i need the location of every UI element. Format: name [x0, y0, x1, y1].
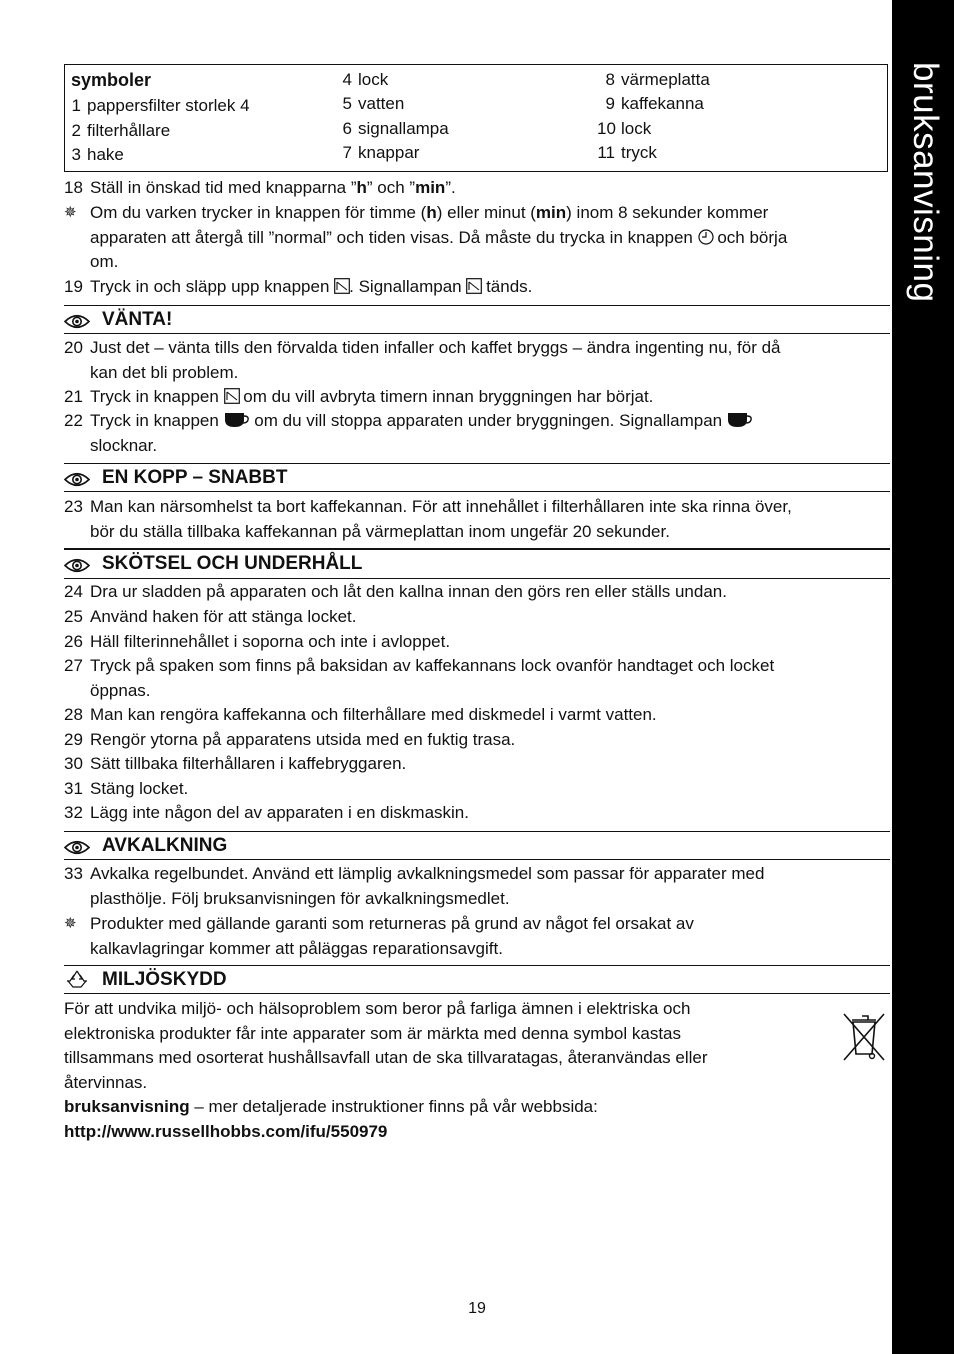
- symbol-item: 1 pappersfilter storlek 4: [71, 96, 250, 115]
- step-29: 29 Rengör ytorna på apparatens utsida med en fuktig trasa.: [64, 730, 516, 749]
- eye-icon: [64, 311, 90, 328]
- cup-button-icon: [224, 411, 250, 427]
- eye-icon: [64, 469, 90, 486]
- symbol-item: 3 hake: [71, 145, 124, 164]
- step-19: 19 Tryck in och släpp upp knappen . Signallampan tänds.: [64, 277, 533, 296]
- step-24: 24 Dra ur sladden på apparaten och låt den kallna innan den görs ren eller ställs undan.: [64, 582, 727, 601]
- crossed-bin-icon: [838, 1010, 890, 1064]
- step-21: 21 Tryck in knappen om du vill avbryta timern innan bryggningen har börjat.: [64, 387, 654, 406]
- website-link[interactable]: http://www.russellhobbs.com/ifu/550979: [64, 1121, 388, 1141]
- eye-icon: [64, 837, 90, 854]
- step-30: 30 Sätt tillbaka filterhållaren i kaffebryggaren.: [64, 754, 407, 773]
- section-header-environment: MILJÖSKYDD: [64, 965, 890, 994]
- step-18: 18 Ställ in önskad tid med knapparna ”h” och ”min”.: [64, 178, 456, 197]
- step-25: 25 Använd haken för att stänga locket.: [64, 607, 357, 626]
- symbol-item: 7 knappar: [342, 143, 420, 162]
- section-header-wait: VÄNTA!: [64, 305, 890, 334]
- symbols-table: [64, 64, 888, 172]
- symbol-item: 4 lock: [342, 70, 389, 89]
- step-20: 20 Just det – vänta tills den förvalda tiden infaller och kaffet bryggs – ändra ingenting nu, för då kan det bli problem.: [64, 338, 781, 382]
- timer-button-icon: [224, 387, 239, 403]
- symbol-item: 2 filterhållare: [71, 121, 171, 140]
- step-22: 22 Tryck in knappen om du vill stoppa apparaten under bryggningen. Signallampan slocknar.: [64, 409, 892, 458]
- step-33: 33 Avkalka regelbundet. Använd ett lämplig avkalkningsmedel som passar för apparater med plasthölje. Följ bruksanvisningen för avkalkningsmedlet.: [64, 864, 765, 908]
- sun-star-icon: ✵: [64, 915, 77, 932]
- step-32: 32 Lägg inte någon del av apparaten i en diskmaskin.: [64, 803, 469, 822]
- note-warranty: ✵ Produkter med gällande garanti som returneras på grund av något fel orsakat av kalkavlagringar kommer att påläggas reparationsavgift.: [64, 914, 694, 958]
- symbol-item: 8 värmeplatta: [605, 70, 710, 89]
- symbol-item: 11 tryck: [597, 143, 657, 162]
- section-header-one-cup: EN KOPP – SNABBT: [64, 463, 890, 492]
- symbol-item: 10 lock: [597, 119, 652, 138]
- cup-button-icon: [727, 411, 753, 427]
- sun-star-icon: ✵: [64, 204, 77, 221]
- recycle-icon: [64, 969, 90, 986]
- sidebar-title: bruksanvisning: [906, 62, 945, 303]
- note-timeout: ✵ Om du varken trycker in knappen för timme (h) eller minut (min) inom 8 sekunder kommer apparaten att återgå till ”normal” och tiden visas. Då måste du trycka in knappen och börja om.: [64, 203, 788, 272]
- symbol-item: 9 kaffekanna: [605, 94, 704, 113]
- symbol-item: 5 vatten: [342, 94, 405, 113]
- step-26: 26 Häll filterinnehållet i soporna och inte i avloppet.: [64, 632, 451, 651]
- page-number: 19: [468, 1300, 486, 1317]
- timer-button-icon: [334, 277, 349, 293]
- clock-button-icon: [698, 228, 713, 244]
- step-27: 27 Tryck på spaken som finns på baksidan av kaffekannans lock ovanför handtaget och locket öppnas.: [64, 656, 775, 700]
- step-23: 23 Man kan närsomhelst ta bort kaffekannan. För att innehållet i filterhållaren inte ska rinna över, bör du ställa tillbaka kaffekannan på värmeplattan inom ungefär 20 sekunder.: [64, 497, 792, 541]
- section-header-care: SKÖTSEL OCH UNDERHÅLL: [64, 548, 890, 579]
- eye-icon: [64, 555, 90, 572]
- environment-text: För att undvika miljö- och hälsoproblem som beror på farliga ämnen i elektriska och elektroniska produkter får inte apparater som är märkta med denna symbol kastas tillsammans med osorterat hushållsavfall utan de ska tillvaratagas, återanvändas eller återvinnas. bruksanvisning – mer detaljerade instruktioner finns på vår webbsida: http://www.russellhobbs.com/ifu/550979: [64, 999, 708, 1141]
- section-header-descale: AVKALKNING: [64, 831, 890, 860]
- step-31: 31 Stäng locket.: [64, 779, 189, 798]
- step-28: 28 Man kan rengöra kaffekanna och filterhållare med diskmedel i varmt vatten.: [64, 705, 657, 724]
- symbols-title: symboler: [71, 70, 152, 90]
- timer-button-icon: [466, 277, 481, 293]
- symbol-item: 6 signallampa: [342, 119, 449, 138]
